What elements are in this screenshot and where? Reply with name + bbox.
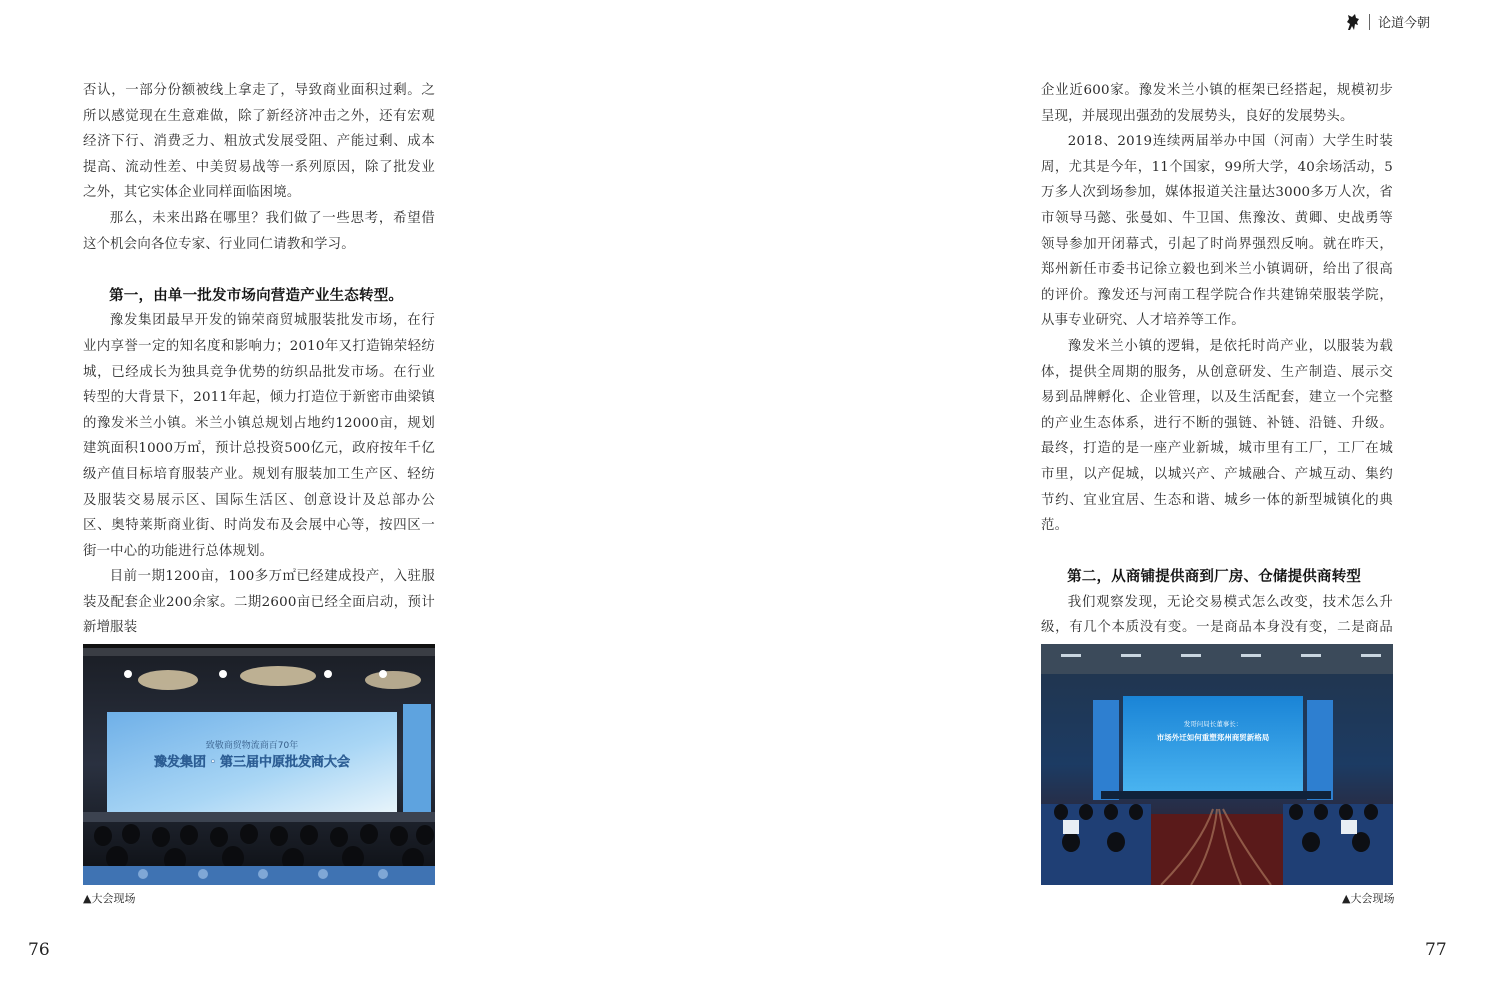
section-title: 论道今朝	[1377, 16, 1430, 31]
page-number-left: 76	[28, 940, 50, 960]
paragraph: 那么，未来出路在哪里？我们做了一些思考，希望借这个机会向各位专家、行业同仁请教和学习。	[83, 210, 435, 252]
photo-caption: ▲大会现场	[1342, 892, 1395, 905]
conference-photo-right	[1041, 644, 1393, 885]
section-heading: 第二，从商铺提供商到厂房、仓储提供商转型	[1067, 568, 1362, 586]
screen-text-top: 致敬商贸物流商百70年	[205, 741, 299, 751]
screen-text-main: 豫发集团 · 第三届中原批发商大会	[154, 755, 350, 770]
paragraph: 目前一期1200亩，100多万㎡已经建成投产，入驻服装及配套企业200余家。二期2600亩已经全面启动，预计新增服装	[83, 569, 435, 636]
screen-text-top: 发哥问局长董事长：	[1183, 720, 1243, 728]
right-text-column	[1041, 78, 1393, 667]
paragraph: 豫发集团最早开发的锦荣商贸城服装批发市场，在行业内享誉一定的知名度和影响力；2010年又打造锦荣轻纺城，已经成长为独具竞争优势的纺织品批发市场。在行业转型的大背景下，2011年起，倾力打造位于新密市曲梁镇的豫发米兰小镇。米兰小镇总规划占地约12000亩，规划建筑面积1000万㎡，预计总投资500亿元，政府按年千亿级产值目标培育服装产业。规划有服装加工生产区、轻纺及服装交易展示区、国际生活区、创意设计及总部办公区、奥特莱斯商业街、时尚发布及会展中心等，按四区一街一中心的功能进行总体规划。	[83, 313, 435, 559]
section-header	[1345, 12, 1430, 31]
section-heading: 第一，由单一批发市场向营造产业生态转型。	[109, 286, 404, 304]
paragraph: 豫发米兰小镇的逻辑，是依托时尚产业，以服装为载体，提供全周期的服务，从创意研发、生产制造、展示交易到品牌孵化、企业管理，以及生活配套，建立一个完整的产业生态体系，进行不断的强链、补链、沿链、升级。最终，打造的是一座产业新城，城市里有工厂，工厂在城市里，以产促城，以城兴产、产城融合、产城互动、集约节约、宜业宜居、生态和谐、城乡一体的新型城镇化的典范。	[1041, 338, 1393, 534]
screen-text-main: 市场外迁如何重塑郑州商贸新格局	[1156, 733, 1270, 742]
conference-photo-left	[83, 644, 435, 885]
paragraph: 否认，一部分份额被线上拿走了，导致商业面积过剩。之所以感觉现在生意难做，除了新经济冲击之外，还有宏观经济下行、消费乏力、粗放式发展受阻、产能过剩、成本提高、流动性差、中美贸易战等一系列原因，除了批发业之外，其它实体企业同样面临困境。	[83, 83, 435, 201]
page-number-right: 77	[1425, 940, 1447, 960]
paragraph: 2018、2019连续两届举办中国（河南）大学生时装周，尤其是今年，11个国家，99所大学，40余场活动，5万多人次到场参加，媒体报道关注量达3000多万人次，省市领导马懿、张曼如、牛卫国、焦豫汝、黄卿、史战勇等领导参加开闭幕式，引起了时尚界强烈反响。就在昨天，郑州新任市委书记徐立毅也到米兰小镇调研，给出了很高的评价。豫发还与河南工程学院合作共建锦荣服装学院，从事专业研究、人才培养等工作。	[1041, 134, 1393, 329]
paragraph: 我们观察发现，无论交易模式怎么改变，技术怎么升级，有几个本质没有变。一是商品本身没有变，二是商品	[1041, 594, 1393, 636]
paragraph: 企业近600家。豫发米兰小镇的框架已经搭起，规模初步呈现，并展现出强劲的发展势头，良好的发展势头。	[1041, 83, 1393, 124]
header-divider	[1369, 14, 1370, 30]
left-text-column	[83, 78, 435, 641]
horse-logo-icon	[1345, 13, 1361, 31]
photo-caption: ▲大会现场	[83, 892, 136, 905]
